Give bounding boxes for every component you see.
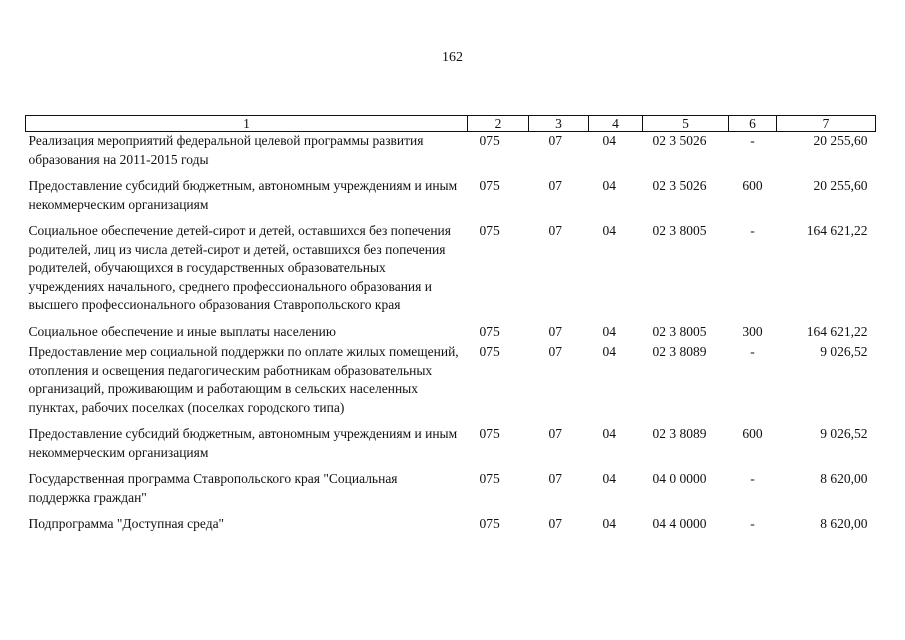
row-section-code: 07: [548, 178, 562, 193]
row-subsection-code: 04: [602, 323, 616, 339]
row-expense-type: -: [750, 516, 755, 531]
page-number: 162: [442, 50, 463, 65]
row-amount: 8 620,00: [820, 516, 868, 531]
column-header: 3: [529, 116, 589, 132]
table-row: [26, 425, 876, 470]
row-section-code: 07: [548, 344, 562, 359]
row-ministry-code: 075: [479, 516, 500, 531]
column-header: 1: [26, 116, 468, 132]
table-row: [26, 470, 876, 515]
row-expense-type: 600: [742, 178, 763, 193]
row-amount: 9 026,52: [820, 426, 868, 441]
row-subsection-code: 04: [602, 516, 616, 531]
row-subsection-code: 04: [602, 426, 616, 441]
row-subsection-code: 04: [602, 133, 616, 148]
row-target-article: 04 4 0000: [652, 516, 707, 531]
row-target-article: 02 3 5026: [652, 178, 707, 193]
row-target-article: 02 3 8089: [652, 426, 707, 441]
row-ministry-code: 075: [479, 323, 500, 339]
row-section-code: 07: [548, 471, 562, 486]
row-amount: 20 255,60: [813, 178, 868, 193]
row-name: Предоставление мер социальной поддержки по оплате жилых помещений, отопления и освещения педагогическим работникам образовательных организаций, проживающим и работающим в сельских населенных пунктах, рабочих поселках (поселках городского типа): [28, 344, 459, 415]
budget-table: [25, 115, 876, 536]
row-name: Предоставление субсидий бюджетным, автономным учреждениям и иным некоммерческим организациям: [28, 426, 458, 460]
row-amount: 8 620,00: [820, 471, 868, 486]
row-target-article: 04 0 0000: [652, 471, 707, 486]
row-ministry-code: 075: [479, 133, 500, 148]
row-ministry-code: 075: [479, 471, 500, 486]
row-section-code: 07: [548, 323, 562, 339]
row-ministry-code: 075: [479, 178, 500, 193]
row-section-code: 07: [548, 223, 562, 238]
table-header-row: [26, 116, 876, 132]
row-expense-type: 600: [742, 426, 763, 441]
row-target-article: 02 3 5026: [652, 133, 707, 148]
column-header: 2: [468, 116, 529, 132]
row-subsection-code: 04: [602, 223, 616, 238]
row-amount: 164 621,22: [806, 223, 868, 238]
row-expense-type: -: [750, 133, 755, 148]
row-ministry-code: 075: [479, 426, 500, 441]
row-target-article: 02 3 8005: [652, 223, 707, 238]
row-name: Подпрограмма "Доступная среда": [28, 516, 225, 531]
row-expense-type: 300: [742, 323, 763, 339]
row-name: Государственная программа Ставропольского края "Социальная поддержка граждан": [28, 471, 398, 505]
table-row: [26, 323, 876, 344]
row-expense-type: -: [750, 223, 755, 238]
row-name: Социальное обеспечение и иные выплаты населению: [28, 323, 336, 339]
row-subsection-code: 04: [602, 344, 616, 359]
column-header: 7: [777, 116, 876, 132]
row-expense-type: -: [750, 471, 755, 486]
table-row: [26, 343, 876, 425]
row-target-article: 02 3 8089: [652, 344, 707, 359]
table-row: [26, 177, 876, 222]
table-row: [26, 515, 876, 536]
table-row: [26, 132, 876, 178]
row-ministry-code: 075: [479, 223, 500, 238]
row-subsection-code: 04: [602, 178, 616, 193]
row-section-code: 07: [548, 516, 562, 531]
row-ministry-code: 075: [479, 344, 500, 359]
column-header: 4: [589, 116, 643, 132]
row-target-article: 02 3 8005: [652, 323, 707, 339]
row-expense-type: -: [750, 344, 755, 359]
row-subsection-code: 04: [602, 471, 616, 486]
row-section-code: 07: [548, 133, 562, 148]
row-amount: 164 621,22: [806, 323, 868, 339]
row-amount: 9 026,52: [820, 344, 868, 359]
row-name: Реализация мероприятий федеральной целевой программы развития образования на 2011-2015 годы: [28, 133, 424, 167]
row-name: Предоставление субсидий бюджетным, автономным учреждениям и иным некоммерческим организациям: [28, 178, 458, 212]
column-header: 5: [643, 116, 729, 132]
table-row: [26, 222, 876, 323]
row-section-code: 07: [548, 426, 562, 441]
row-name: Социальное обеспечение детей-сирот и детей, оставшихся без попечения родителей, лиц из числа детей-сирот и детей, оставшихся без попечения родителей, обучающихся в государственных образовательных учреждениях начального, среднего профессионального образования и высшего профессионального образования Ставропольского края: [28, 223, 451, 312]
column-header: 6: [729, 116, 777, 132]
row-amount: 20 255,60: [813, 133, 868, 148]
